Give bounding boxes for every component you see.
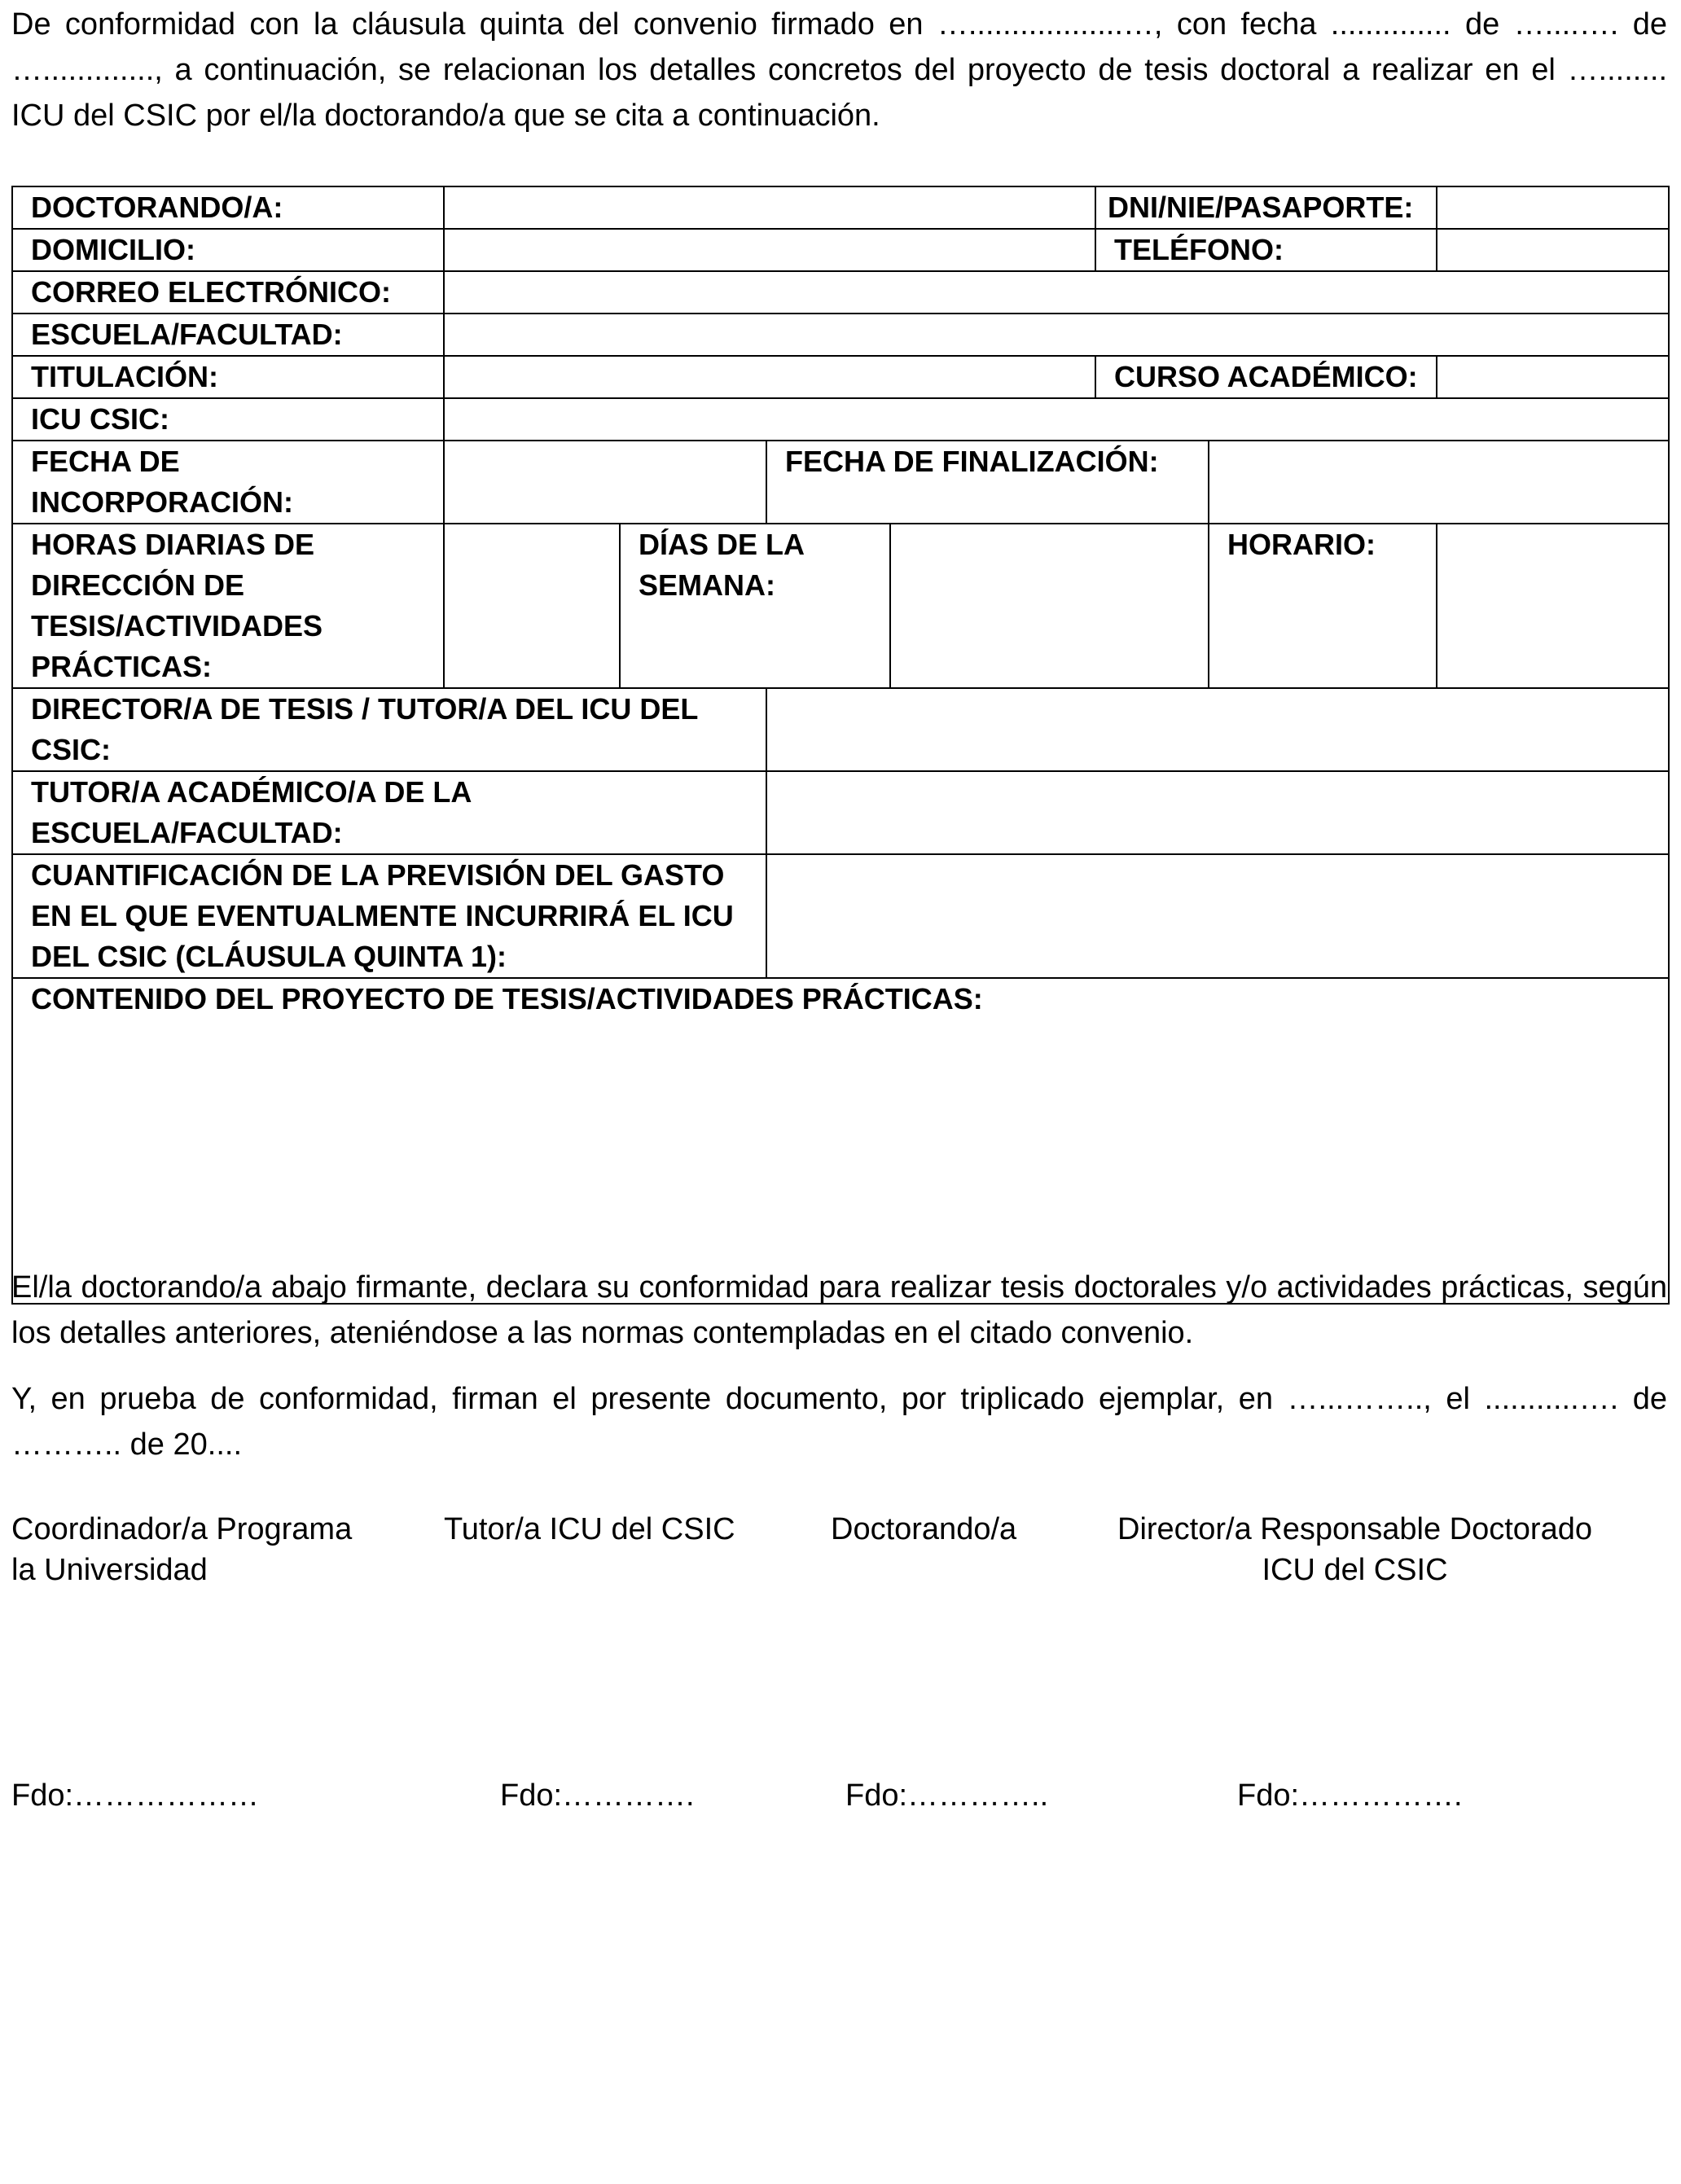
escuela-label: ESCUELA/FACULTAD: <box>12 314 444 356</box>
telefono-field[interactable] <box>1437 229 1669 271</box>
coordinador-title-line2: la Universidad <box>11 1553 208 1587</box>
signature-director <box>1117 1509 1592 1590</box>
director-title-line2: ICU del CSIC <box>1262 1553 1448 1587</box>
proof-paragraph: Y, en prueba de conformidad, firman el presente documento, por triplicado ejemplar, en …...…….., el ...........…. de ……….. de 20.... <box>11 1382 1667 1462</box>
signature-tutor <box>444 1509 735 1550</box>
project-details-table <box>11 186 1670 1305</box>
fecha-incorporacion-label: FECHA DE INCORPORACIÓN: <box>12 441 444 524</box>
signature-doctorando <box>831 1509 1016 1550</box>
contenido-section[interactable] <box>12 978 1669 1304</box>
correo-field[interactable] <box>444 271 1669 314</box>
doctorando-field[interactable] <box>444 186 1095 229</box>
titulacion-field[interactable] <box>444 356 1095 398</box>
icu-label: ICU CSIC: <box>12 398 444 441</box>
tutor-field[interactable] <box>766 771 1669 854</box>
fecha-finalizacion-label: FECHA DE FINALIZACIÓN: <box>766 441 1209 524</box>
gasto-label: CUANTIFICACIÓN DE LA PREVISIÓN DEL GASTO EN EL QUE EVENTUALMENTE INCURRIRÁ EL ICU DEL CSIC (CLÁUSULA QUINTA 1): <box>12 854 766 978</box>
telefono-label: TELÉFONO: <box>1095 229 1437 271</box>
gasto-field[interactable] <box>766 854 1669 978</box>
intro-paragraph: De conformidad con la cláusula quinta del convenio firmado en …..................…, con fecha .............. de …....…. de …............., a continuación, se relacionan los detalles concretos del proyecto de tesis doctoral a realizar en el …........ ICU del CSIC por el/la doctorando/a que se cita a continuación. <box>11 7 1667 133</box>
coordinador-title-line1: Coordinador/a Programa <box>11 1512 353 1546</box>
director-field[interactable] <box>766 688 1669 771</box>
tutor-label: TUTOR/A ACADÉMICO/A DE LA ESCUELA/FACULTAD: <box>12 771 766 854</box>
domicilio-label: DOMICILIO: <box>12 229 444 271</box>
fecha-incorporacion-field[interactable] <box>444 441 766 524</box>
signature-coordinador <box>11 1509 352 1590</box>
dias-label: DÍAS DE LA SEMANA: <box>620 524 890 688</box>
icu-field[interactable] <box>444 398 1669 441</box>
fdo-doctorando: Fdo:………….. <box>845 1778 1049 1813</box>
escuela-field[interactable] <box>444 314 1669 356</box>
contenido-label: CONTENIDO DEL PROYECTO DE TESIS/ACTIVIDADES PRÁCTICAS: <box>31 982 983 1015</box>
tutor-title: Tutor/a ICU del CSIC <box>444 1512 735 1546</box>
domicilio-field[interactable] <box>444 229 1095 271</box>
declaration-paragraph: El/la doctorando/a abajo firmante, declara su conformidad para realizar tesis doctorales y/o actividades prácticas, según los detalles anteriores, ateniéndose a las normas contempladas en el citado convenio. <box>11 1270 1667 1350</box>
curso-label: CURSO ACADÉMICO: <box>1095 356 1437 398</box>
doctorando-title: Doctorando/a <box>831 1512 1017 1546</box>
dni-label: DNI/NIE/PASAPORTE: <box>1095 186 1437 229</box>
dias-field[interactable] <box>890 524 1209 688</box>
correo-label: CORREO ELECTRÓNICO: <box>12 271 444 314</box>
horas-field[interactable] <box>444 524 620 688</box>
fdo-director: Fdo:……………. <box>1237 1778 1463 1813</box>
horario-field[interactable] <box>1437 524 1669 688</box>
director-title-line1: Director/a Responsable Doctorado <box>1117 1512 1592 1546</box>
titulacion-label: TITULACIÓN: <box>12 356 444 398</box>
horario-label: HORARIO: <box>1209 524 1437 688</box>
director-label: DIRECTOR/A DE TESIS / TUTOR/A DEL ICU DEL CSIC: <box>12 688 766 771</box>
curso-field[interactable] <box>1437 356 1669 398</box>
fdo-tutor: Fdo:…………. <box>500 1778 695 1813</box>
dni-field[interactable] <box>1437 186 1669 229</box>
horas-label: HORAS DIARIAS DE DIRECCIÓN DE TESIS/ACTIVIDADES PRÁCTICAS: <box>12 524 444 688</box>
doctorando-label: DOCTORANDO/A: <box>12 186 444 229</box>
fecha-finalizacion-field[interactable] <box>1209 441 1669 524</box>
fdo-coordinador: Fdo:……………… <box>11 1778 260 1813</box>
